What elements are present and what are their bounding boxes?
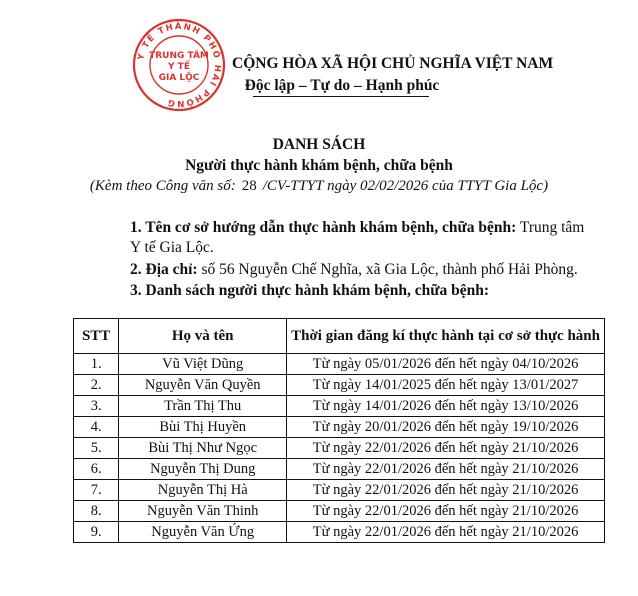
stamp-ring-text: Y TẾ THÀNH PHỐ HẢI PHÒNG <box>136 21 223 109</box>
section-facility <box>90 218 590 258</box>
stamp-center-line3: GIA LỘC <box>158 73 200 83</box>
reference-suffix: /CV-TTYT ngày 02/02/2026 của TTYT Gia Lộc) <box>262 178 549 194</box>
document-subtitle: Người thực hành khám bệnh, chữa bệnh <box>185 157 453 174</box>
section-facility-value: Trung tâm Y tế Gia Lộc. <box>130 219 585 256</box>
cell-period: Từ ngày 22/01/2026 đến hết ngày 21/10/2026 <box>287 459 605 480</box>
cell-name: Nguyễn Văn Thinh <box>119 501 287 522</box>
table-row <box>74 417 605 438</box>
document-title: DANH SÁCH <box>272 136 366 153</box>
header-stt: STT <box>74 319 119 354</box>
section-list-heading: 3. Danh sách người thực hành khám bệnh, chữa bệnh: <box>130 282 490 299</box>
cell-period: Từ ngày 05/01/2026 đến hết ngày 04/10/2026 <box>287 354 605 375</box>
cell-period: Từ ngày 20/01/2026 đến hết ngày 19/10/2026 <box>287 417 605 438</box>
header-name: Họ và tên <box>119 319 287 354</box>
cell-stt: 4. <box>74 417 119 438</box>
cell-stt: 7. <box>74 480 119 501</box>
stamp-center-line1: TRUNG TÂM <box>149 51 209 61</box>
practitioner-table <box>73 318 605 543</box>
motto-underline <box>253 96 429 97</box>
national-title: CỘNG HÒA XÃ HỘI CHỦ NGHĨA VIỆT NAM <box>232 55 554 72</box>
table-row <box>74 375 605 396</box>
table-row <box>74 459 605 480</box>
section-address <box>130 260 578 280</box>
table-row <box>74 501 605 522</box>
cell-name: Nguyễn Thị Dung <box>119 459 287 480</box>
cell-period: Từ ngày 14/01/2025 đến hết ngày 13/01/2027 <box>287 375 605 396</box>
header-period: Thời gian đăng kí thực hành tại cơ sở thực hành <box>287 319 605 354</box>
cell-period: Từ ngày 14/01/2026 đến hết ngày 13/10/2026 <box>287 396 605 417</box>
table-row <box>74 480 605 501</box>
national-motto: Độc lập – Tự do – Hạnh phúc <box>244 77 440 94</box>
cell-name: Nguyễn Văn Quyền <box>119 375 287 396</box>
table-row <box>74 522 605 543</box>
cell-name: Trần Thị Thu <box>119 396 287 417</box>
table-header-row <box>74 319 605 354</box>
table-row <box>74 396 605 417</box>
table-row <box>74 354 605 375</box>
cell-period: Từ ngày 22/01/2026 đến hết ngày 21/10/2026 <box>287 438 605 459</box>
cell-name: Vũ Việt Dũng <box>119 354 287 375</box>
cell-stt: 9. <box>74 522 119 543</box>
cell-stt: 1. <box>74 354 119 375</box>
cell-name: Bùi Thị Như Ngọc <box>119 438 287 459</box>
cell-name: Nguyễn Văn Ứng <box>119 522 287 543</box>
cell-stt: 6. <box>74 459 119 480</box>
section-address-label: 2. Địa chỉ: <box>130 261 198 278</box>
section-address-value: số 56 Nguyễn Chế Nghĩa, xã Gia Lộc, thành phố Hải Phòng. <box>201 261 578 278</box>
table-row <box>74 438 605 459</box>
cell-period: Từ ngày 22/01/2026 đến hết ngày 21/10/2026 <box>287 480 605 501</box>
cell-name: Bùi Thị Huyền <box>119 417 287 438</box>
section-facility-label: 1. Tên cơ sở hướng dẫn thực hành khám bệnh, chữa bệnh: <box>130 219 517 236</box>
official-stamp <box>131 17 227 113</box>
cell-stt: 8. <box>74 501 119 522</box>
document-reference <box>0 178 638 195</box>
cell-period: Từ ngày 22/01/2026 đến hết ngày 21/10/2026 <box>287 501 605 522</box>
cell-stt: 3. <box>74 396 119 417</box>
reference-number: 28 <box>241 178 257 194</box>
cell-period: Từ ngày 22/01/2026 đến hết ngày 21/10/2026 <box>287 522 605 543</box>
stamp-center-line2: Y TẾ <box>168 62 190 72</box>
cell-name: Nguyễn Thị Hà <box>119 480 287 501</box>
cell-stt: 5. <box>74 438 119 459</box>
cell-stt: 2. <box>74 375 119 396</box>
reference-prefix: (Kèm theo Công văn số: <box>89 178 236 194</box>
